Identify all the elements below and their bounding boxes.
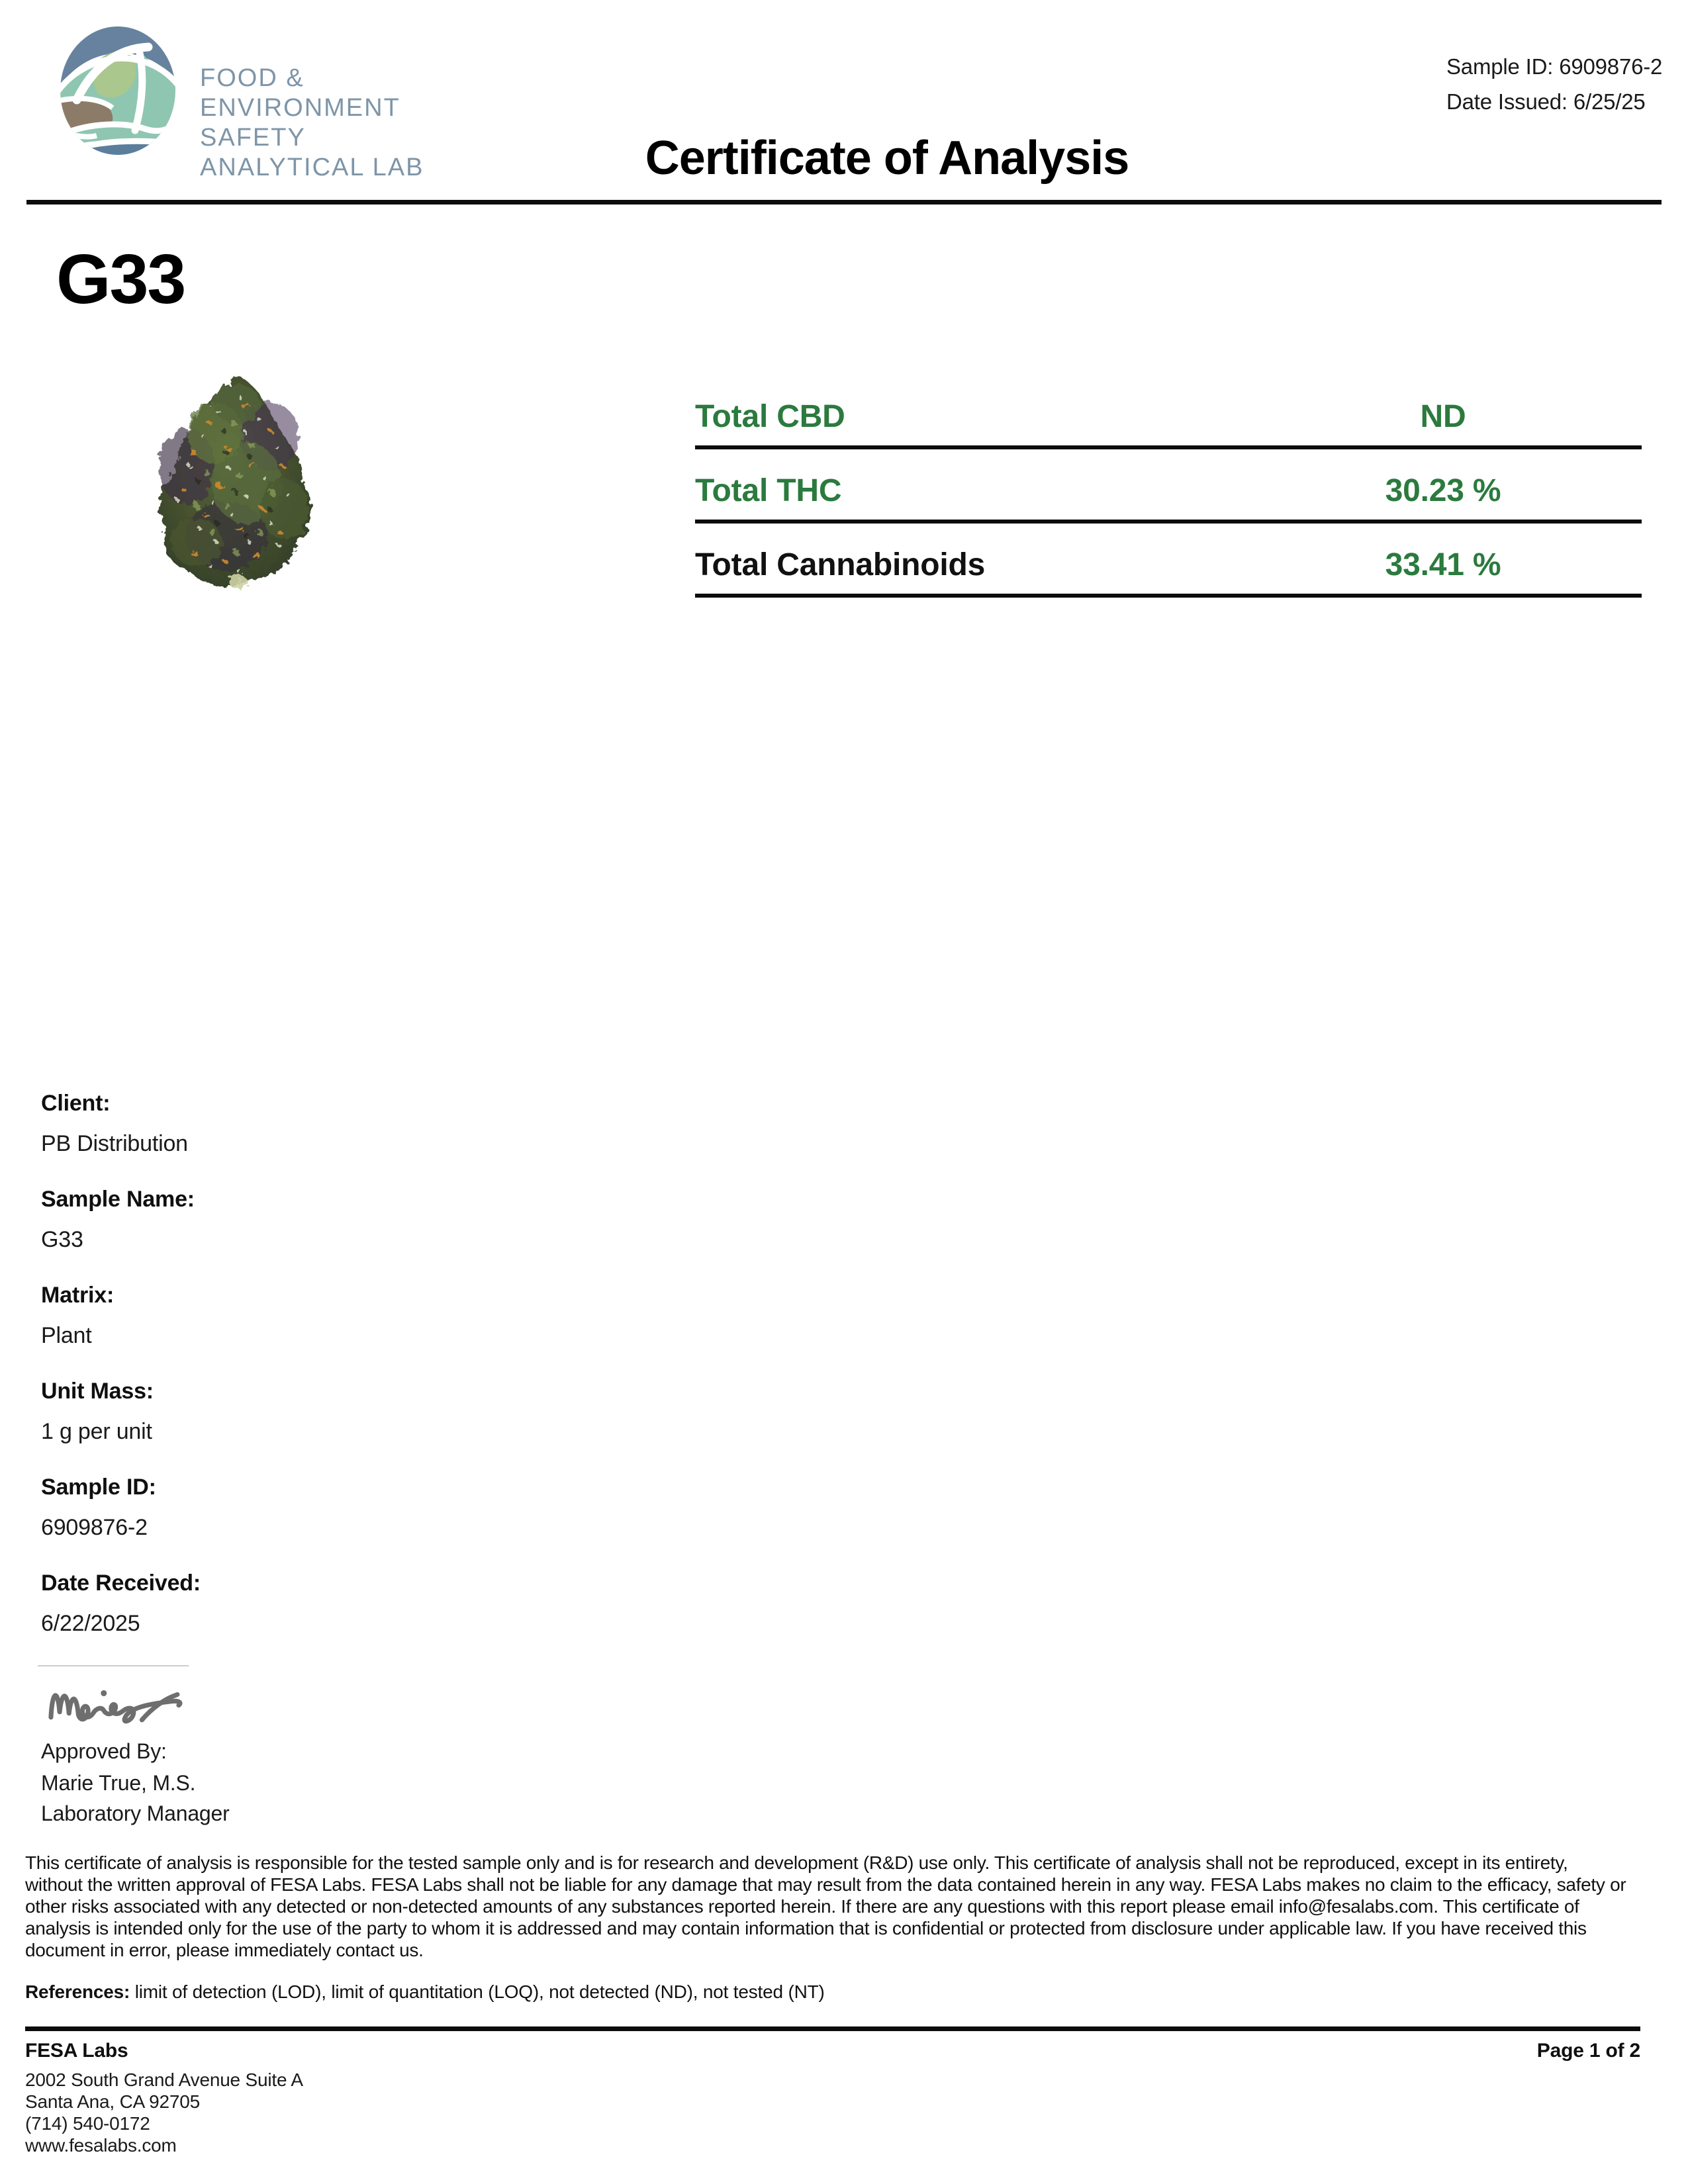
references-line xyxy=(25,1981,1627,2003)
sample-name-value: G33 xyxy=(41,1227,83,1252)
unit-mass-label: Unit Mass: xyxy=(41,1379,154,1404)
total-cannabinoids-label: Total Cannabinoids xyxy=(695,547,986,582)
total-thc-value: 30.23 % xyxy=(1385,473,1501,508)
footer-address-line-1: 2002 South Grand Avenue Suite A xyxy=(25,2070,303,2090)
lab-logo-icon xyxy=(60,25,176,156)
table-row xyxy=(695,392,1642,449)
footer-divider xyxy=(25,2026,1640,2031)
matrix-label: Matrix: xyxy=(41,1283,115,1308)
unit-mass-value: 1 g per unit xyxy=(41,1419,152,1444)
total-thc-label: Total THC xyxy=(695,473,842,508)
logo-line-1: FOOD & xyxy=(200,64,305,92)
disclaimer-text: This certificate of analysis is responsible for the tested sample only and is for research and development (R&D) use only. This certificate of analysis shall not be reproduced, except in its entirety, without the written approval of FESA Labs. FESA Labs shall not be liable for any damage that may result from the data contained herein in any way. FESA Labs makes no claim to the efficacy, safety or other risks associated with any detected or non-detected amounts of any substances reported herein. If there are any questions with this report please email info@fesalabs.com. This certificate of analysis is intended only for the use of the party to whom it is addressed and may contain information that is confidential or protected from disclosure under applicable law. If you have received this document in error, please immediately contact us. xyxy=(25,1852,1626,1960)
page-number: Page 1 of 2 xyxy=(1536,2040,1640,2062)
client-value: PB Distribution xyxy=(41,1131,188,1156)
header-divider xyxy=(26,200,1662,205)
table-row xyxy=(695,466,1642,523)
detail-group-client xyxy=(41,1091,201,1187)
total-cannabinoids-value: 33.41 % xyxy=(1385,547,1501,582)
logo-line-4: ANALYTICAL LAB xyxy=(200,154,424,181)
detail-group-unit-mass xyxy=(41,1379,201,1475)
total-cbd-label: Total CBD xyxy=(695,399,845,434)
references-label: References: xyxy=(25,1981,130,2002)
footer-website: www.fesalabs.com xyxy=(25,2135,177,2156)
client-label: Client: xyxy=(41,1091,111,1116)
date-received-label: Date Received: xyxy=(41,1570,201,1596)
approver-signature-icon xyxy=(33,1668,204,1731)
date-issued-header: Date Issued: 6/25/25 xyxy=(1446,89,1646,114)
footer-lab-name: FESA Labs xyxy=(25,2040,128,2062)
footer-address xyxy=(25,2069,303,2156)
header-meta xyxy=(1446,49,1662,119)
approved-by-label: Approved By: xyxy=(41,1739,167,1763)
sample-name-heading: G33 xyxy=(56,240,185,318)
detail-group-date-received xyxy=(41,1570,201,1666)
detail-group-sample-id xyxy=(41,1475,201,1570)
sample-id-value: 6909876-2 xyxy=(41,1515,148,1540)
detail-group-matrix xyxy=(41,1283,201,1379)
approver-title: Laboratory Manager xyxy=(41,1801,230,1825)
logo-line-3: SAFETY xyxy=(200,124,306,152)
signature-divider xyxy=(38,1665,189,1666)
matrix-value: Plant xyxy=(41,1323,92,1348)
footer-address-line-3: (714) 540-0172 xyxy=(25,2113,150,2134)
table-row xyxy=(695,540,1642,598)
sample-details xyxy=(41,1091,201,1666)
page-title: Certificate of Analysis xyxy=(645,132,1129,185)
detail-group-sample-name xyxy=(41,1187,201,1283)
total-cbd-value: ND xyxy=(1420,399,1466,434)
cannabinoid-summary-table xyxy=(695,392,1642,614)
sample-photo xyxy=(147,365,326,597)
date-received-value: 6/22/2025 xyxy=(41,1611,140,1636)
sample-id-label: Sample ID: xyxy=(41,1475,156,1500)
references-text: limit of detection (LOD), limit of quantitation (LOQ), not detected (ND), not tested (NT) xyxy=(130,1981,825,2002)
footer-address-line-2: Santa Ana, CA 92705 xyxy=(25,2091,200,2112)
sample-id-header: Sample ID: 6909876-2 xyxy=(1446,54,1663,79)
logo-line-2: ENVIRONMENT xyxy=(200,94,400,122)
sample-name-label: Sample Name: xyxy=(41,1187,195,1212)
approver-name: Marie True, M.S. xyxy=(41,1771,196,1795)
